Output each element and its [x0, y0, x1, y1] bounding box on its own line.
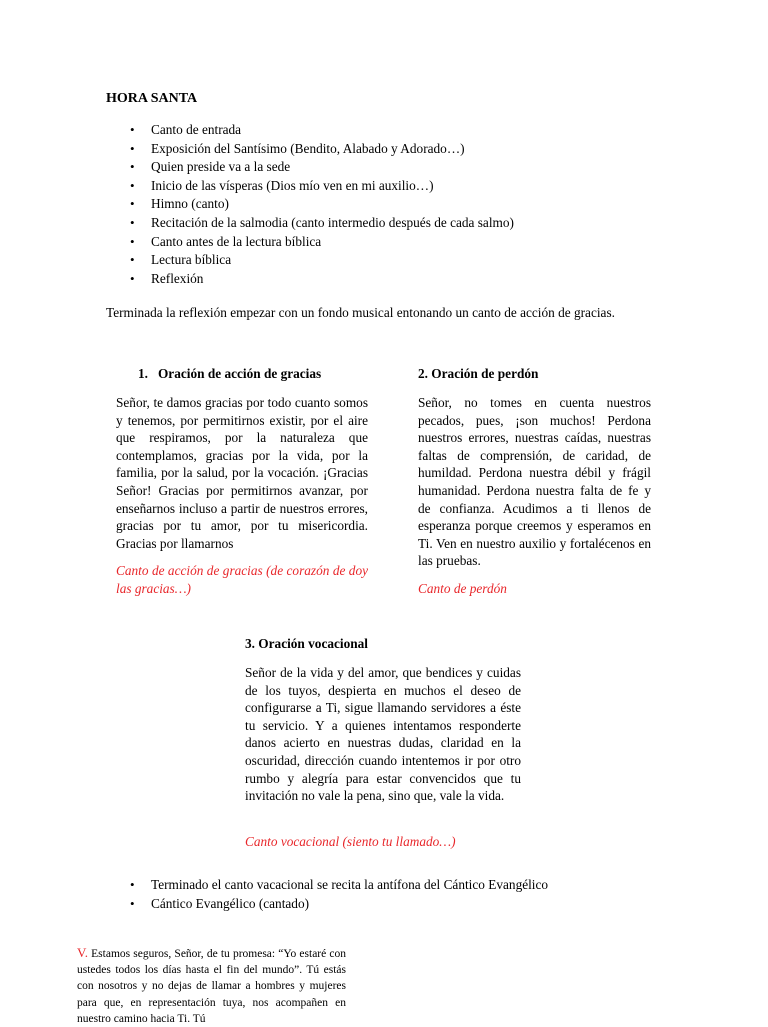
list-item: • Canto antes de la lectura bíblica [106, 233, 706, 252]
bullet-icon: • [130, 270, 135, 286]
list-item: • Exposición del Santísimo (Bendito, Alabado y Adorado…) [106, 140, 706, 159]
bullet-icon: • [130, 214, 135, 230]
section3-song: Canto vocacional (siento tu llamado…) [245, 834, 456, 849]
bullet-icon: • [130, 159, 135, 175]
intro-paragraph: Terminada la reflexión empezar con un fondo musical entonando un canto de acción de gracias. [106, 305, 615, 320]
section1-heading [138, 366, 398, 382]
list-item: • Terminado el canto vacacional se recita la antífona del Cántico Evangélico [106, 876, 726, 895]
section1-body: Señor, te damos gracias por todo cuanto somos y tenemos, por permitirnos existir, por el aire que respiramos, por la naturaleza que contemplamos, gracias por la vida, por la familia, por la salud, por la vocación. ¡Gracias Señor! Gracias por permitirnos avanzar, por enseñarnos incluso a partir de nuestros errores, gracias por tu amor, por tu misericordia. Gracias por llamarnos [116, 395, 368, 551]
order-list [106, 121, 706, 288]
list-item: • Recitación de la salmodia (canto intermedio después de cada salmo) [106, 214, 706, 233]
closing-list [106, 876, 726, 913]
list-item: • Lectura bíblica [106, 251, 706, 270]
bullet-icon: • [130, 177, 135, 193]
bullet-icon: • [130, 895, 135, 911]
list-item: • Cántico Evangélico (cantado) [106, 895, 726, 914]
section3-body: Señor de la vida y del amor, que bendices y cuidas de los tuyos, despierta en muchos el deseo de configurarse a Ti, sigue llamando servidores a éste tu servicio. Y a quienes intentamos responderte danos acierto en nuestras dudas, claridad en la oscuridad, dirección cuando intentemos ir por otro rumbo y alegría para estar convencidos que tu invitación no vale la pena, sino que, vale la vida. [245, 665, 521, 804]
list-item: • Himno (canto) [106, 195, 706, 214]
bullet-icon: • [130, 877, 135, 892]
versicle-paragraph [77, 945, 346, 1027]
list-item: • Quien preside va a la sede [106, 158, 706, 177]
bullet-icon: • [130, 196, 135, 212]
list-item: • Reflexión [106, 270, 706, 289]
bullet-icon: • [130, 140, 135, 156]
versicle-text: Estamos seguros, Señor, de tu promesa: “Yo estaré con ustedes todos los días hasta el fin del mundo”. Tú estás con nosotros y no dejas de llamar a hombres y mujeres para que, en representación tuya, nos acompañen en nuestro camino hacia Ti. Tú [77, 948, 347, 1025]
bullet-icon: • [130, 252, 135, 268]
section3-heading: 3. Oración vocacional [245, 636, 368, 651]
page-title: HORA SANTA [106, 91, 198, 106]
section1-song: Canto de acción de gracias (de corazón de doy las gracias…) [116, 563, 368, 597]
section2-song: Canto de perdón [418, 581, 507, 596]
bullet-icon: • [130, 233, 135, 249]
section1-number: 1. [138, 366, 148, 381]
section1-heading-text: Oración de acción de gracias [157, 366, 322, 381]
section2-heading: 2. Oración de perdón [418, 366, 539, 381]
list-item: • Inicio de las vísperas (Dios mío ven en mi auxilio…) [106, 177, 706, 196]
bullet-icon: • [130, 122, 135, 137]
versicle-marker: V. [77, 945, 88, 960]
section2-body: Señor, no tomes en cuenta nuestros pecados, pues, ¡son muchos! Perdona nuestros errores, nuestras caídas, nuestras faltas de comprensión, de caridad, de humildad. Perdona nuestra débil y frágil humanidad. Perdona nuestra falta de fe y de confianza. Acudimos a ti llenos de esperanza porque creemos y esperamos en Ti. Ven en nuestro auxilio y fortalécenos en las pruebas. [418, 395, 651, 569]
list-item: • Canto de entrada [106, 121, 706, 140]
